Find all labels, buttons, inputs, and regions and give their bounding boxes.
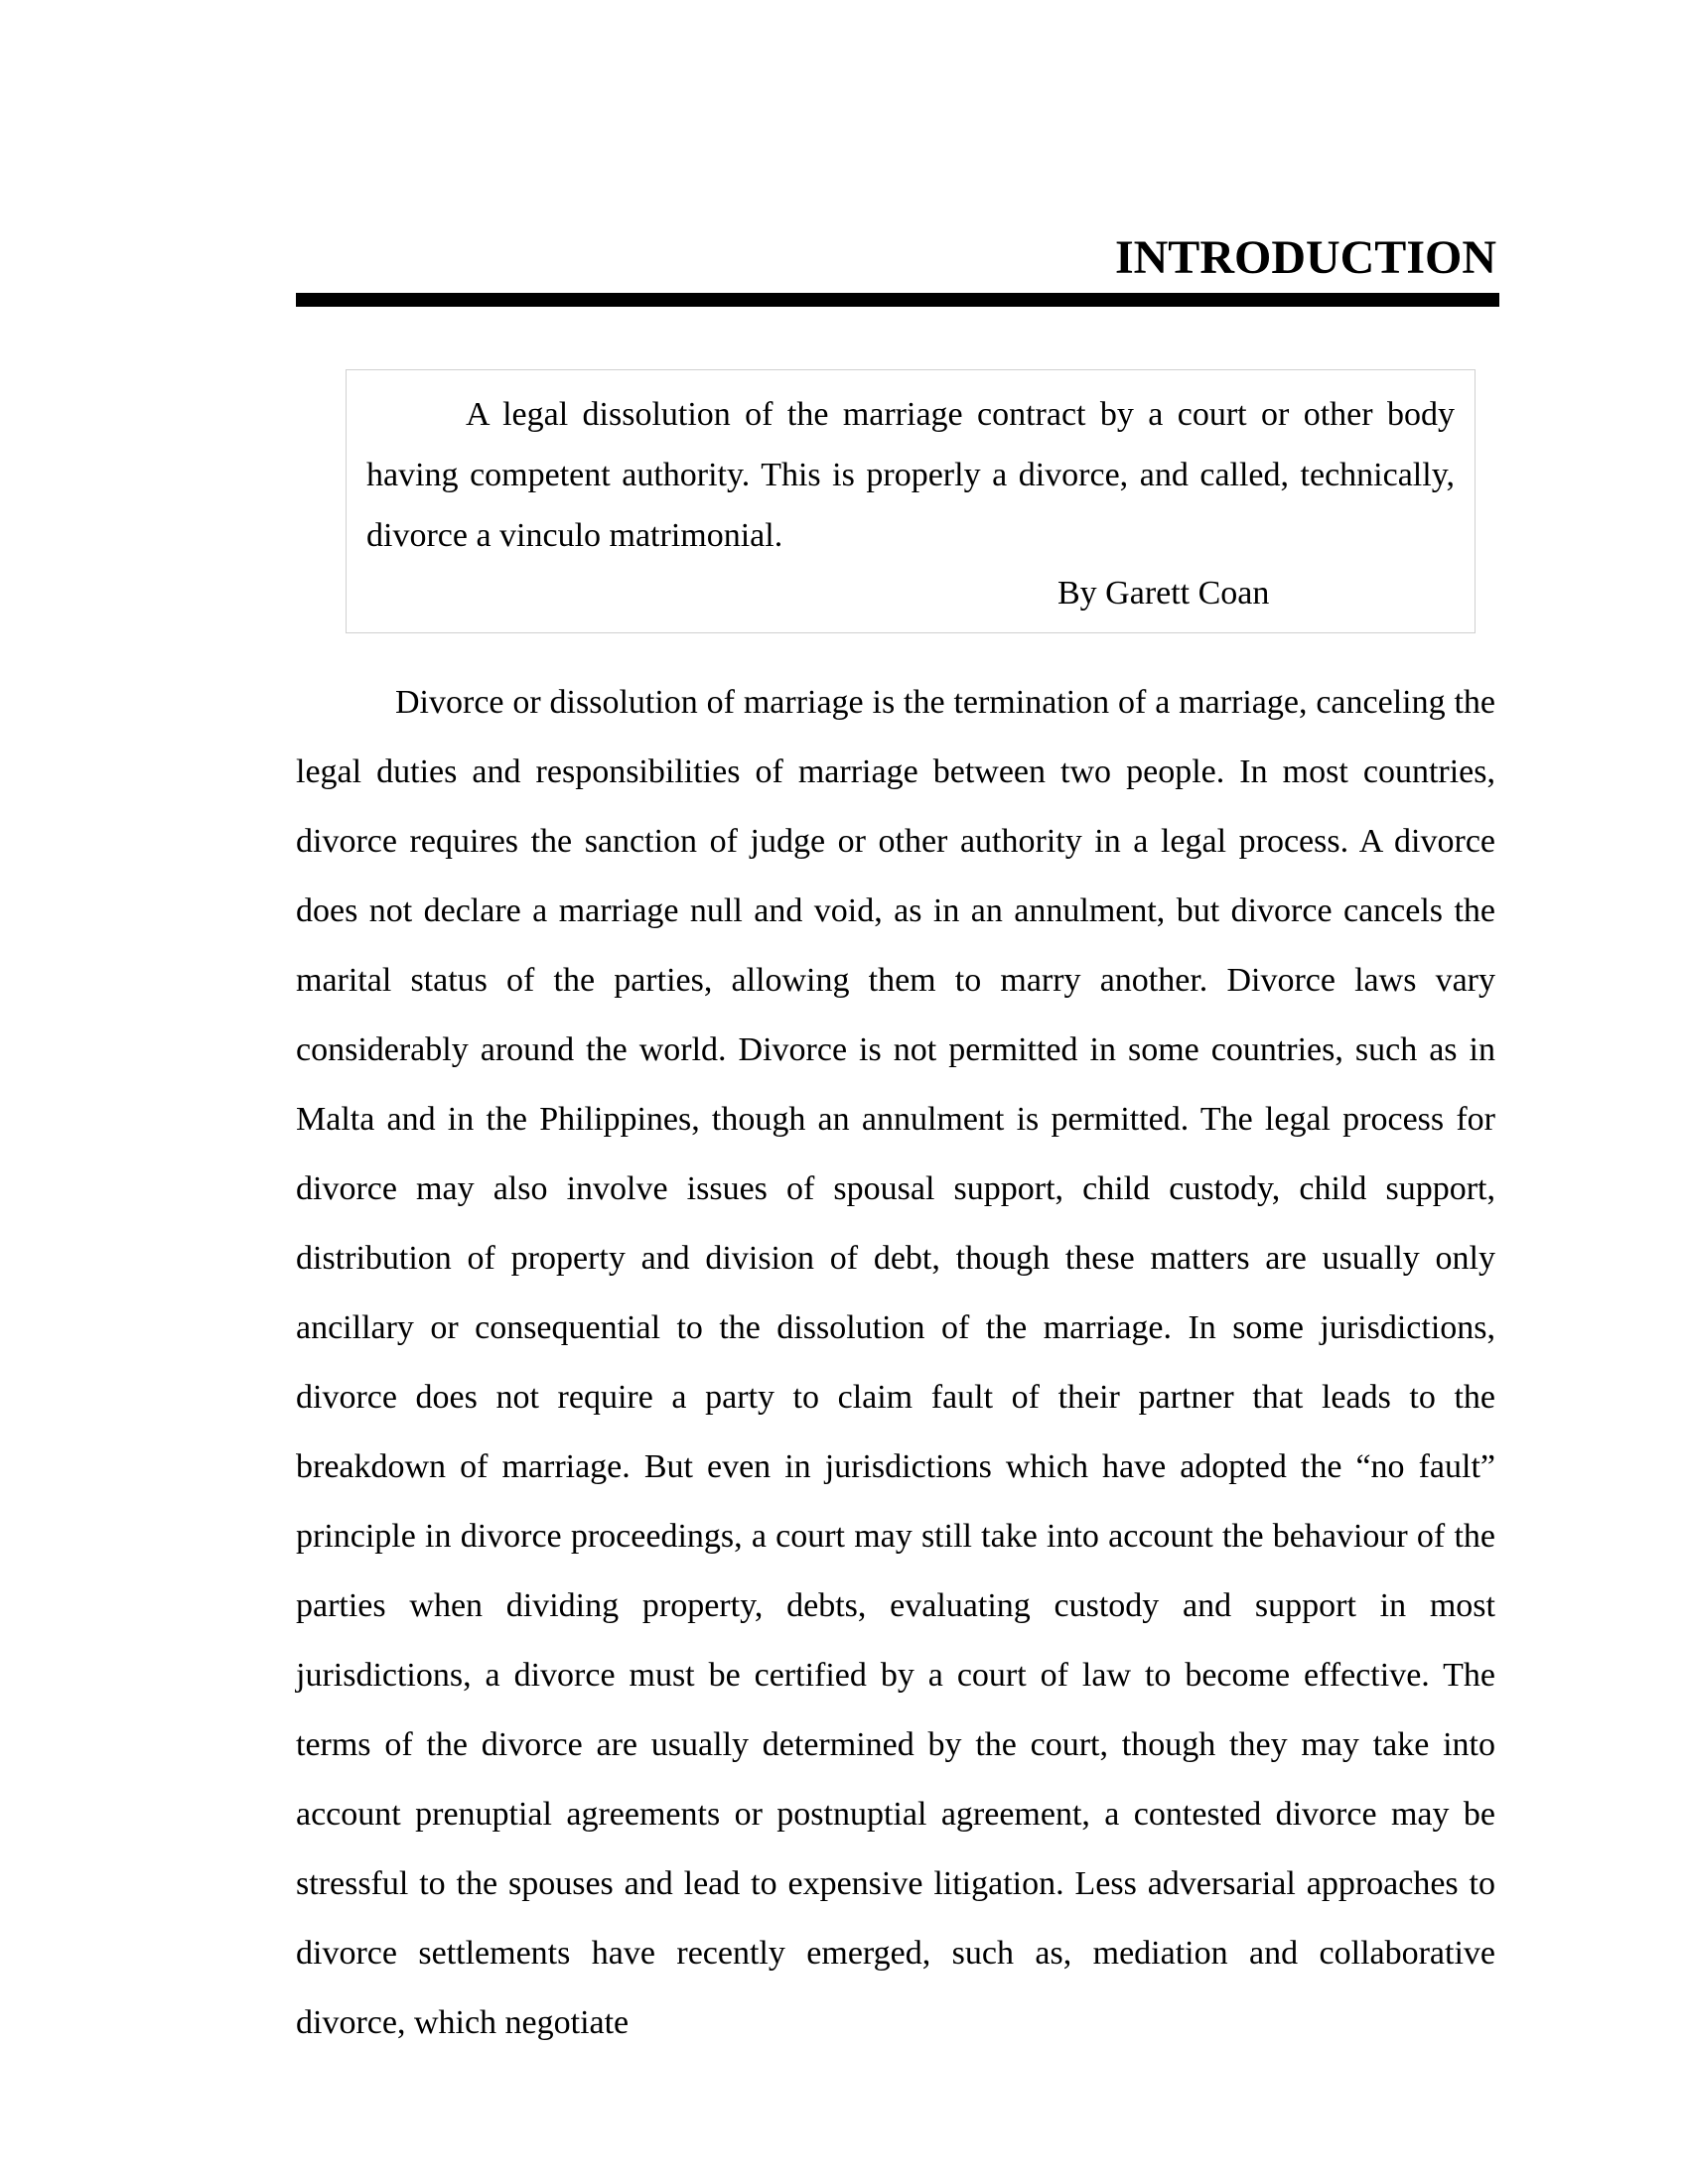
title-underline-rule — [296, 293, 1499, 307]
page-header — [296, 228, 1499, 307]
body-paragraph: Divorce or dissolution of marriage is the termination of a marriage, canceling the legal duties and responsibilities of marriage between two people. In most countries, divorce requires the sanction of judge or other authority in a legal process. A divorce does not declare a marriage null and void, as in an annulment, but divorce cancels the marital status of the parties, allowing them to marry another. Divorce laws vary considerably around the world. Divorce is not permitted in some countries, such as in Malta and in the Philippines, though an annulment is permitted. The legal process for divorce may also involve issues of spousal support, child custody, child support, distribution of property and division of debt, though these matters are usually only ancillary or consequential to the dissolution of the marriage. In some jurisdictions, divorce does not require a party to claim fault of their partner that leads to the breakdown of marriage. But even in jurisdictions which have adopted the “no fault” principle in divorce proceedings, a court may still take into account the behaviour of the parties when dividing property, debts, evaluating custody and support in most jurisdictions, a divorce must be certified by a court of law to become effective. The terms of the divorce are usually determined by the court, though they may take into account prenuptial agreements or postnuptial agreement, a contested divorce may be stressful to the spouses and lead to expensive litigation. Less adversarial approaches to divorce settlements have recently emerged, such as, mediation and collaborative divorce, which negotiate — [296, 684, 1495, 2041]
quote-author: By Garett Coan — [1057, 575, 1270, 612]
quote-text: A legal dissolution of the marriage contract by a court or other body having competent authority. This is properly a divorce, and called, technically, divorce a vinculo matrimonial. — [366, 396, 1455, 554]
definition-quote-box — [346, 369, 1476, 633]
page-title: INTRODUCTION — [1114, 231, 1496, 284]
